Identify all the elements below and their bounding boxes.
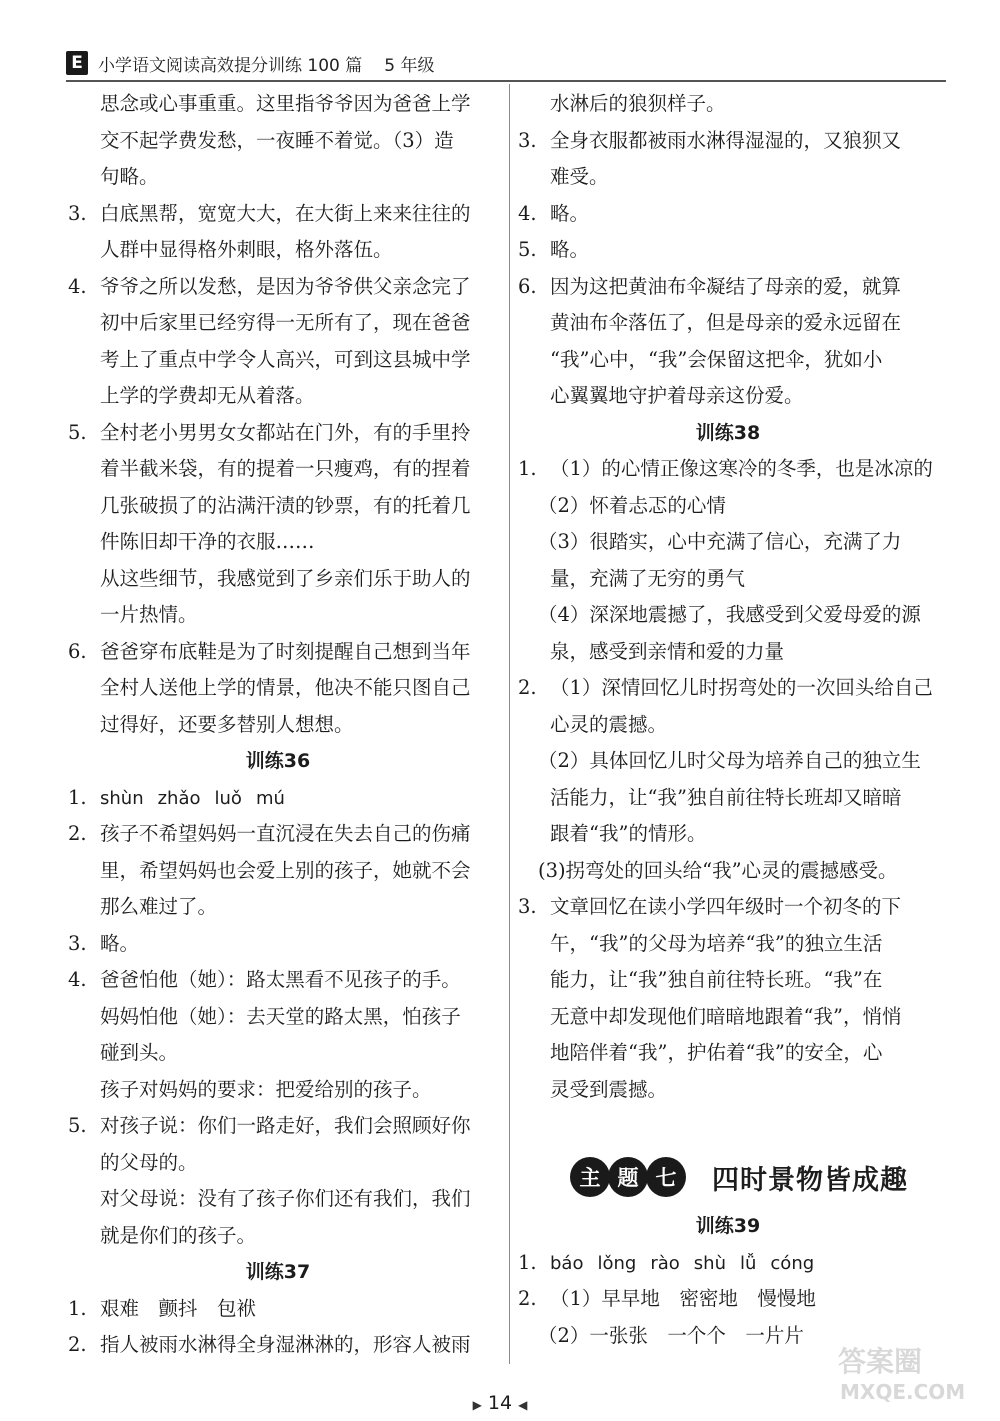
item-text: 泉，感受到亲情和爱的力量 xyxy=(550,639,785,663)
item-text: 能力，让“我”独自前往特长班。“我”在 xyxy=(550,968,883,991)
list-item xyxy=(68,305,488,342)
list-item xyxy=(518,378,938,415)
pinyin-word: mú xyxy=(255,787,285,809)
list-item xyxy=(518,196,938,233)
list-item xyxy=(68,196,488,233)
list-item xyxy=(68,853,488,890)
item-text: 着半截米袋，有的提着一只瘦鸡，有的捏着 xyxy=(100,457,471,480)
running-header xyxy=(66,48,946,78)
list-item xyxy=(68,597,488,634)
item-text: 全村老小男男女女都站在门外，有的手里拎 xyxy=(100,420,471,444)
item-text: （2）怀着忐忑的心情 xyxy=(538,493,726,517)
list-item xyxy=(68,634,488,671)
item-text: 艰难 颤抖 包袱 xyxy=(100,1296,257,1320)
item-text: 全身衣服都被雨水淋得湿湿的，又狼狈又 xyxy=(550,128,902,152)
list-item xyxy=(518,853,938,890)
list-item xyxy=(518,999,938,1036)
pinyin-answers xyxy=(550,1253,828,1274)
item-text: 对孩子说：你们一路走好，我们会照顾好你 xyxy=(100,1114,471,1137)
list-item xyxy=(68,707,488,744)
list-item xyxy=(518,561,938,598)
list-item xyxy=(518,1035,938,1072)
list-item xyxy=(68,1108,488,1145)
left-column xyxy=(68,86,488,1364)
list-item xyxy=(68,1035,488,1072)
item-number: 4. xyxy=(518,201,537,225)
list-item xyxy=(68,159,488,196)
pinyin-word: shù xyxy=(693,1252,726,1274)
column-divider xyxy=(509,84,510,1364)
list-item xyxy=(518,926,938,963)
item-number: 2. xyxy=(68,1333,87,1356)
list-item xyxy=(68,962,488,999)
item-text: 一片热情。 xyxy=(100,603,198,626)
item-text: 的父母的。 xyxy=(100,1150,198,1174)
item-text: 活能力，让“我”独自前往特长班却又暗暗 xyxy=(550,785,902,809)
theme-badge-char: 主 xyxy=(570,1157,610,1197)
item-text: 件陈旧却干净的衣服…… xyxy=(100,530,315,553)
list-item xyxy=(518,670,938,707)
list-item xyxy=(68,232,488,269)
list-item xyxy=(68,889,488,926)
list-item xyxy=(68,1218,488,1255)
item-text: 上学的学费却无从着落。 xyxy=(100,384,315,407)
list-item xyxy=(68,342,488,379)
list-item xyxy=(68,488,488,525)
section-title: 训练39 xyxy=(695,1215,761,1237)
list-item xyxy=(518,816,938,853)
book-title: 小学语文阅读高效提分训练 100 篇 xyxy=(98,55,363,76)
item-text: （3）很踏实，心中充满了信心，充满了力 xyxy=(538,530,902,553)
list-item xyxy=(518,1072,938,1109)
theme-heading xyxy=(570,1150,908,1204)
theme-badge-char: 七 xyxy=(646,1157,686,1197)
pinyin-word: lǚ xyxy=(739,1252,757,1274)
list-item xyxy=(518,524,938,561)
item-text: 人群中显得格外刺眼，格外落伍。 xyxy=(100,238,393,261)
watermark-text: 答案圈 xyxy=(838,1345,923,1378)
item-text: 初中后家里已经穷得一无所有了，现在爸爸 xyxy=(100,311,471,334)
item-text: 难受。 xyxy=(550,165,609,188)
item-number: 1. xyxy=(68,785,87,809)
theme-title: 四时景物皆成趣 xyxy=(712,1164,908,1196)
list-item xyxy=(68,1072,488,1109)
item-text: 量，充满了无穷的勇气 xyxy=(550,566,746,590)
header-rule xyxy=(66,80,946,82)
list-item xyxy=(68,123,488,160)
list-item xyxy=(68,1291,488,1328)
list-item xyxy=(518,634,938,671)
item-text: （4）深深地震撼了，我感受到父爱母爱的源 xyxy=(538,603,921,626)
list-item xyxy=(518,159,938,196)
item-text: 略。 xyxy=(550,201,590,225)
pinyin-word: rào xyxy=(650,1252,680,1274)
item-text: “我”心中，“我”会保留这把伞，犹如小 xyxy=(550,347,883,371)
pinyin-word: zhǎo xyxy=(157,787,201,809)
section-title: 训练38 xyxy=(695,421,761,444)
item-text: 水淋后的狼狈样子。 xyxy=(550,92,726,115)
item-text: 爷爷之所以发愁，是因为爷爷供父亲念完了 xyxy=(100,274,471,298)
list-item xyxy=(68,524,488,561)
theme-badge-char: 题 xyxy=(608,1157,648,1197)
list-item xyxy=(68,999,488,1036)
item-text: 过得好，还要多替别人想想。 xyxy=(100,712,354,736)
watermark-logo xyxy=(830,1339,980,1409)
right-column xyxy=(518,86,938,1108)
pinyin-word: lǒng xyxy=(597,1252,637,1274)
item-text: 心灵的震撼。 xyxy=(550,712,668,736)
item-text: （1）早早地 密密地 慢慢地 xyxy=(550,1287,816,1310)
list-item xyxy=(518,305,938,342)
item-text: 黄油布伞落伍了，但是母亲的爱永远留在 xyxy=(550,311,902,334)
item-number: 1. xyxy=(518,457,537,480)
item-text: 句略。 xyxy=(100,165,159,188)
training-39-section xyxy=(518,1208,938,1354)
list-item xyxy=(68,451,488,488)
item-text: 跟着“我”的情形。 xyxy=(550,822,707,845)
list-item xyxy=(68,816,488,853)
item-text: 因为这把黄油布伞凝结了母亲的爱，就算 xyxy=(550,274,902,298)
list-item xyxy=(518,780,938,817)
item-number: 2. xyxy=(518,1287,537,1310)
pinyin-answers xyxy=(100,788,299,809)
watermark-url: MXQE.COM xyxy=(840,1380,966,1404)
item-text: 文章回忆在读小学四年级时一个初冬的下 xyxy=(550,895,902,918)
list-item xyxy=(68,1327,488,1364)
item-text: 几张破损了的沾满汗渍的钞票，有的托着几 xyxy=(100,493,471,517)
item-text: 灵受到震撼。 xyxy=(550,1077,668,1101)
item-text: 爸爸怕他（她）：路太黑看不见孩子的手。 xyxy=(100,968,461,991)
page-number: 14 xyxy=(487,1392,513,1414)
list-item xyxy=(68,269,488,306)
item-number: 5. xyxy=(68,420,87,444)
list-item xyxy=(68,1181,488,1218)
item-text: （1）深情回忆儿时拐弯处的一次回头给自己 xyxy=(550,676,933,699)
list-item xyxy=(68,415,488,452)
item-text: 对父母说：没有了孩子你们还有我们，我们 xyxy=(100,1187,471,1210)
list-item xyxy=(518,269,938,306)
item-text: 碰到头。 xyxy=(100,1041,179,1064)
item-text: 无意中却发现他们暗暗地跟着“我”，悄悄 xyxy=(550,1004,902,1028)
item-text: 略。 xyxy=(550,238,590,261)
list-item xyxy=(518,707,938,744)
item-number: 5. xyxy=(518,238,537,261)
list-item xyxy=(518,962,938,999)
item-text: 午，“我”的父母为培养“我”的独立生活 xyxy=(550,931,883,955)
item-text: (3)拐弯处的回头给“我”心灵的震撼感受。 xyxy=(538,858,898,882)
list-item xyxy=(68,378,488,415)
item-number: 3. xyxy=(518,895,537,918)
pinyin-word: báo xyxy=(550,1252,584,1274)
list-item xyxy=(518,342,938,379)
list-item xyxy=(68,561,488,598)
list-item xyxy=(518,451,938,488)
section-title: 训练36 xyxy=(245,750,311,772)
item-text: 全村人送他上学的情景，他决不能只图自己 xyxy=(100,676,471,699)
item-text: （2）一张张 一个个 一片片 xyxy=(538,1323,804,1347)
item-number: 6. xyxy=(518,274,537,298)
left-triangle-icon: ◀ xyxy=(518,1398,528,1412)
item-number: 1. xyxy=(518,1250,537,1274)
item-text: 交不起学费发愁，一夜睡不着觉。（3）造 xyxy=(100,128,454,152)
item-text: （1）的心情正像这寒冷的冬季，也是冰凉的 xyxy=(550,457,933,480)
item-text: （2）具体回忆儿时父母为培养自己的独立生 xyxy=(538,749,921,772)
item-number: 3. xyxy=(68,931,87,955)
item-number: 6. xyxy=(68,639,87,663)
item-text: 从这些细节，我感觉到了乡亲们乐于助人的 xyxy=(100,566,471,590)
item-number: 5. xyxy=(68,1114,87,1137)
list-item xyxy=(518,597,938,634)
item-text: 地陪伴着“我”，护佑着“我”的安全，心 xyxy=(550,1041,883,1064)
book-logo-icon: E xyxy=(66,51,88,75)
list-item xyxy=(68,926,488,963)
list-item xyxy=(68,670,488,707)
item-text: 考上了重点中学令人高兴，可到这县城中学 xyxy=(100,347,471,371)
list-item xyxy=(518,1281,938,1318)
item-text: 孩子不希望妈妈一直沉浸在失去自己的伤痛 xyxy=(100,822,471,845)
item-text: 孩子对妈妈的要求：把爱给别的孩子。 xyxy=(100,1077,432,1101)
right-triangle-icon: ▶ xyxy=(472,1398,482,1412)
item-number: 1. xyxy=(68,1296,87,1320)
list-item xyxy=(518,86,938,123)
pinyin-word: shùn xyxy=(100,787,144,809)
item-text: 那么难过了。 xyxy=(100,895,218,918)
item-number: 4. xyxy=(68,274,87,298)
list-item xyxy=(68,1145,488,1182)
item-text: 指人被雨水淋得全身湿淋淋的，形容人被雨 xyxy=(100,1333,471,1356)
list-item xyxy=(518,123,938,160)
item-text: 白底黑帮，宽宽大大，在大街上来来往往的 xyxy=(100,201,471,225)
list-item xyxy=(518,232,938,269)
item-number: 2. xyxy=(518,676,537,699)
grade-label: 5 年级 xyxy=(384,55,435,76)
list-item xyxy=(518,488,938,525)
section-title: 训练37 xyxy=(245,1261,311,1283)
item-text: 爸爸穿布底鞋是为了时刻提醒自己想到当年 xyxy=(100,639,471,663)
list-item xyxy=(68,86,488,123)
item-text: 里，希望妈妈也会爱上别的孩子，她就不会 xyxy=(100,858,471,882)
pinyin-word: cóng xyxy=(770,1252,815,1274)
item-text: 心翼翼地守护着母亲这份爱。 xyxy=(550,384,804,407)
item-text: 略。 xyxy=(100,931,140,955)
item-number: 3. xyxy=(68,201,87,225)
pinyin-word: luǒ xyxy=(214,787,242,809)
list-item xyxy=(518,889,938,926)
list-item xyxy=(518,743,938,780)
list-item xyxy=(518,1245,938,1282)
item-number: 4. xyxy=(68,968,87,991)
item-number: 2. xyxy=(68,822,87,845)
list-item xyxy=(68,780,488,817)
item-text: 就是你们的孩子。 xyxy=(100,1223,257,1247)
item-text: 思念或心事重重。这里指爷爷因为爸爸上学 xyxy=(100,92,471,115)
item-text: 妈妈怕他（她）：去天堂的路太黑，怕孩子 xyxy=(100,1004,461,1028)
item-number: 3. xyxy=(518,128,537,152)
